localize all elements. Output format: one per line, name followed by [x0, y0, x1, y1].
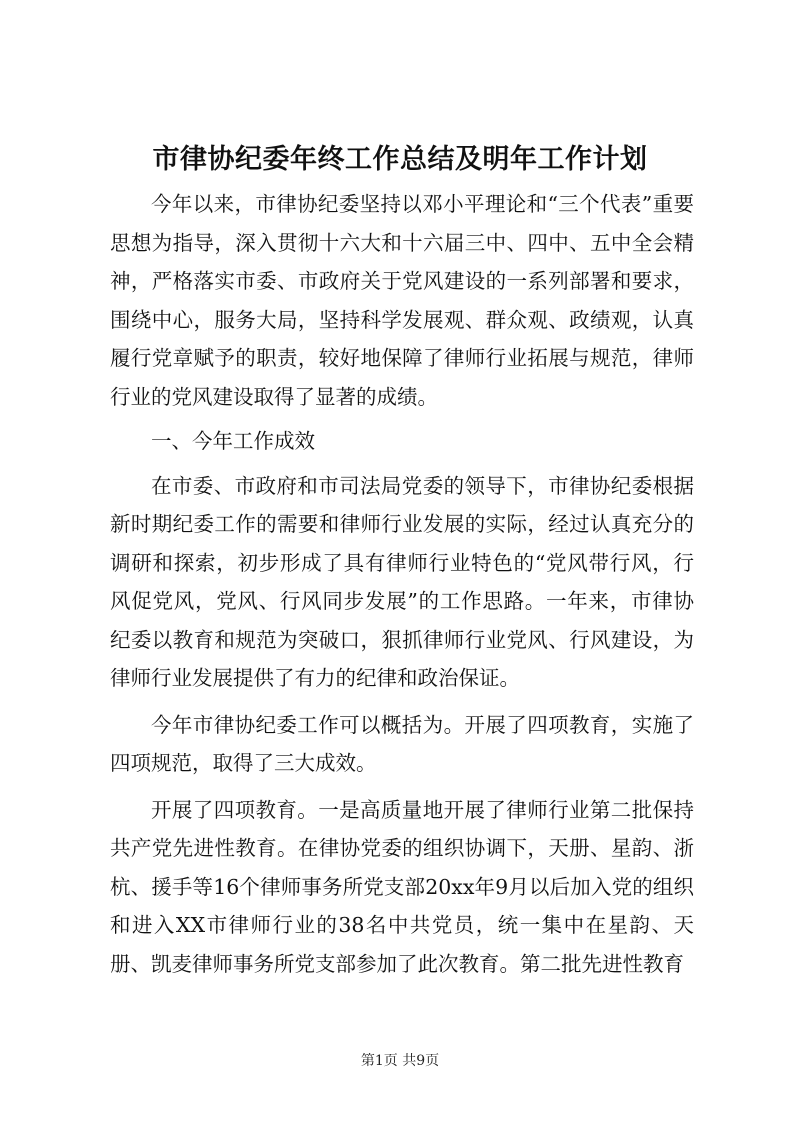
paragraph-education: 开展了四项教育。一是高质量地开展了律师行业第二批保持共产党先进性教育。在律协党委的组织协调下，天册、星韵、浙杭、援手等16个律师事务所党支部20xx年9月以后加入党的组织和进入XX市律师行业的38名中共党员，统一集中在星韵、天册、凯麦律师事务所党支部参加了此次教育。第二批先进性教育	[110, 797, 694, 976]
paragraph-intro: 今年以来，市律协纪委坚持以邓小平理论和“三个代表”重要思想为指导，深入贯彻十六大和十六届三中、四中、五中全会精神，严格落实市委、市政府关于党风建设的一系列部署和要求，围绕中心，服务大局，坚持科学发展观、群众观、政绩观，认真履行党章赋予的职责，较好地保障了律师行业拓展与规范，律师行业的党风建设取得了显著的成绩。	[110, 192, 694, 409]
paragraph-summary: 今年市律协纪委工作可以概括为。开展了四项教育，实施了四项规范，取得了三大成效。	[110, 712, 694, 775]
document-title: 市律协纪委年终工作总结及明年工作计划	[152, 144, 648, 175]
document-body	[110, 185, 694, 983]
section-heading: 一、今年工作成效	[151, 429, 315, 453]
page-number: 第1页 共9页	[360, 1053, 440, 1069]
paragraph-achievements: 在市委、市政府和市司法局党委的领导下，市律协纪委根据新时期纪委工作的需要和律师行业发展的实际，经过认真充分的调研和探索，初步形成了具有律师行业特色的“党风带行风，行风促党风，党风、行风同步发展”的工作思路。一年来，市律协纪委以教育和规范为突破口，狠抓律师行业党风、行风建设，为律师行业发展提供了有力的纪律和政治保证。	[110, 473, 694, 690]
